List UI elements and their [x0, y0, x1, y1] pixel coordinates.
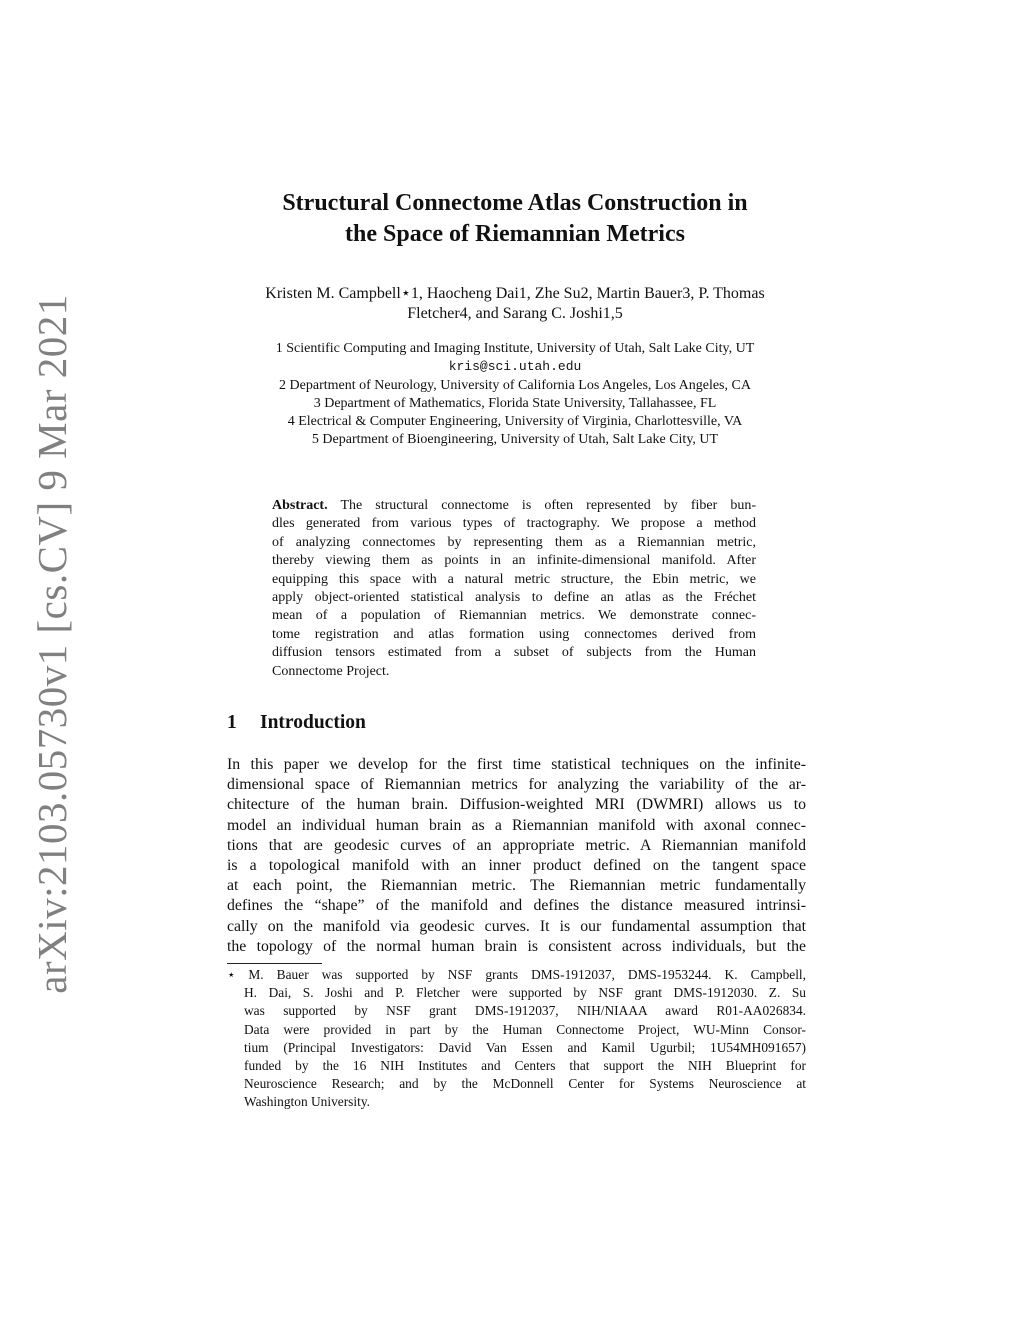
- section-title: Introduction: [260, 712, 366, 733]
- abstract-line: apply object-oriented statistical analysis to define an atlas as the Fréchet: [272, 589, 756, 605]
- affiliation-2: 2 Department of Neurology, University of California Los Angeles, Los Angeles, CA: [279, 377, 751, 393]
- contact-email[interactable]: kris@sci.utah.edu: [448, 359, 582, 375]
- body-line: is a topological manifold with an inner product defined on the tangent space: [227, 856, 806, 874]
- abstract-line: [272, 497, 756, 515]
- abstract-line: tome registration and atlas formation using connectomes derived from: [272, 626, 756, 642]
- body-line: dimensional space of Riemannian metrics for analyzing the variability of the ar-: [227, 776, 806, 794]
- footnote-line: Neuroscience Research; and by the McDonnell Center for Systems Neuroscience at: [244, 1076, 806, 1092]
- body-line: cally on the manifold via geodesic curves. It is our fundamental assumption that: [227, 917, 806, 935]
- author-list: [150, 284, 880, 324]
- abstract-line: of analyzing connectomes by representing them as a Riemannian metric,: [272, 534, 756, 550]
- abstract-line: diffusion tensors estimated from a subset of subjects from the Human: [272, 645, 756, 661]
- body-line: model an individual human brain as a Riemannian manifold with axonal connec-: [227, 816, 806, 834]
- arxiv-identifier-stamp: arXiv:2103.05730v1 [cs.CV] 9 Mar 2021: [29, 294, 75, 994]
- abstract-line: mean of a population of Riemannian metrics. We demonstrate connec-: [272, 608, 756, 624]
- footnote-line: Washington University.: [244, 1094, 370, 1110]
- abstract-line: Connectome Project.: [272, 663, 390, 679]
- body-line: defines the “shape” of the manifold and defines the distance measured intrinsi-: [227, 897, 806, 915]
- abstract-label: Abstract.: [272, 498, 328, 513]
- body-line: the topology of the normal human brain is consistent across individuals, but the: [227, 937, 806, 955]
- title-line-1: Structural Connectome Atlas Construction in: [282, 190, 748, 216]
- title-line-2: the Space of Riemannian Metrics: [345, 221, 685, 247]
- abstract-line-text: The structural connectome is often represented by fiber bun-: [340, 498, 757, 513]
- affiliation-5: 5 Department of Bioengineering, University of Utah, Salt Lake City, UT: [311, 432, 719, 448]
- affiliation-3: 3 Department of Mathematics, Florida State University, Tallahassee, FL: [313, 395, 717, 411]
- footnote-divider: [227, 963, 322, 964]
- section-number: 1: [227, 712, 237, 733]
- abstract: [272, 497, 756, 681]
- section-heading-introduction: [227, 712, 366, 734]
- abstract-line: thereby viewing them as points in an infinite-dimensional manifold. After: [272, 553, 756, 569]
- abstract-line: equipping this space with a natural metric structure, the Ebin metric, we: [272, 571, 756, 587]
- abstract-line: dles generated from various types of tractography. We propose a method: [272, 516, 756, 532]
- footnote-line: was supported by NSF grant DMS-1912037, NIH/NIAAA award R01-AA026834.: [244, 1003, 806, 1019]
- affiliation-1: 1 Scientific Computing and Imaging Institute, University of Utah, Salt Lake City, UT: [275, 341, 755, 356]
- funding-footnote: [227, 966, 806, 1112]
- footnote-line: tium (Principal Investigators: David Van Essen and Kamil Ugurbil; 1U54MH091657): [244, 1039, 806, 1055]
- authors-line-1: Kristen M. Campbell⋆1, Haocheng Dai1, Zhe Su2, Martin Bauer3, P. Thomas: [265, 285, 765, 302]
- footnote-line: Data were provided in part by the Human Connectome Project, WU-Minn Consor-: [244, 1021, 806, 1037]
- affiliation-4: 4 Electrical & Computer Engineering, University of Virginia, Charlottesville, VA: [287, 414, 743, 430]
- body-line: tions that are geodesic curves of an appropriate metric. A Riemannian manifold: [227, 836, 806, 854]
- affiliations: [150, 340, 880, 450]
- footnote-line: ⋆ M. Bauer was supported by NSF grants DMS-1912037, DMS-1953244. K. Campbell,: [227, 967, 806, 982]
- body-line: at each point, the Riemannian metric. The Riemannian metric fundamentally: [227, 877, 806, 895]
- footnote-line: H. Dai, S. Joshi and P. Fletcher were supported by NSF grant DMS-1912030. Z. Su: [244, 985, 806, 1001]
- body-line: chitecture of the human brain. Diffusion-weighted MRI (DWMRI) allows us to: [227, 796, 806, 814]
- footnote-line: funded by the 16 NIH Institutes and Centers that support the NIH Blueprint for: [244, 1057, 806, 1073]
- introduction-paragraph: [227, 755, 806, 957]
- authors-line-2: Fletcher4, and Sarang C. Joshi1,5: [407, 305, 623, 322]
- paper-title: [150, 188, 880, 250]
- body-line: In this paper we develop for the first time statistical techniques on the infinite-: [227, 756, 806, 773]
